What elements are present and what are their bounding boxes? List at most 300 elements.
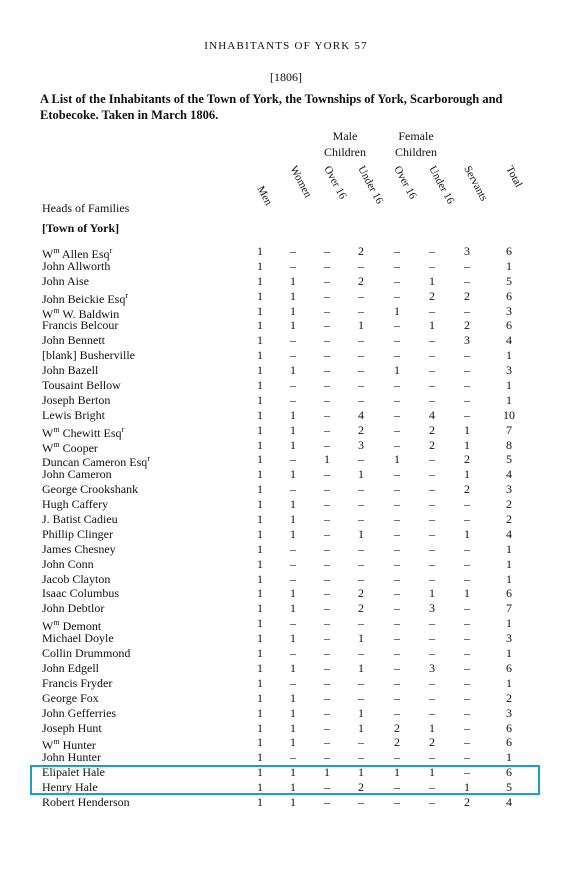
cell-servants: – <box>464 378 470 393</box>
cell-men: 1 <box>257 616 263 631</box>
cell-female-over-16: – <box>394 258 400 273</box>
cell-female-under-16: – <box>429 348 435 363</box>
table-row <box>0 527 572 542</box>
cell-total: 5 <box>506 273 512 288</box>
cell-female-over-16: – <box>394 437 400 452</box>
cell-male-over-16: – <box>324 497 330 512</box>
cell-male-under-16: 2 <box>358 780 364 795</box>
cell-total: 7 <box>506 601 512 616</box>
cell-female-under-16: – <box>429 467 435 482</box>
head-of-family-name: [blank] Busherville <box>42 348 135 363</box>
cell-men: 1 <box>257 303 263 318</box>
cell-men: 1 <box>257 571 263 586</box>
cell-male-under-16: – <box>358 675 364 690</box>
cell-total: 8 <box>506 437 512 452</box>
cell-men: 1 <box>257 258 263 273</box>
cell-male-over-16: – <box>324 705 330 720</box>
cell-male-under-16: 4 <box>358 407 364 422</box>
male-group-sublabel: Children <box>324 145 366 159</box>
cell-total: 3 <box>506 303 512 318</box>
cell-women: – <box>290 541 296 556</box>
cell-servants: – <box>464 690 470 705</box>
cell-total: 1 <box>506 571 512 586</box>
cell-female-under-16: – <box>429 631 435 646</box>
cell-women: 1 <box>290 720 296 735</box>
head-of-family-name: John Cameron <box>42 467 112 482</box>
cell-female-under-16: 3 <box>429 601 435 616</box>
cell-male-over-16: – <box>324 392 330 407</box>
male-children-group <box>305 128 385 160</box>
column-header-female-over-16: Over 16 <box>391 164 419 202</box>
cell-male-under-16: 1 <box>358 705 364 720</box>
cell-women: 1 <box>290 497 296 512</box>
cell-female-over-16: – <box>394 780 400 795</box>
cell-male-under-16: – <box>358 258 364 273</box>
cell-total: 1 <box>506 392 512 407</box>
column-header-male-under-16: Under 16 <box>355 164 386 207</box>
column-header-total: Total <box>503 164 525 190</box>
cell-female-under-16: – <box>429 303 435 318</box>
female-children-group <box>376 128 456 160</box>
cell-male-over-16: – <box>324 288 330 303</box>
cell-male-under-16: 2 <box>358 244 364 258</box>
cell-male-under-16: 1 <box>358 318 364 333</box>
cell-men: 1 <box>257 333 263 348</box>
head-of-family-name: Joseph Hunt <box>42 720 102 735</box>
cell-men: 1 <box>257 556 263 571</box>
table-row <box>0 244 572 259</box>
cell-male-under-16: – <box>358 690 364 705</box>
cell-servants: – <box>464 646 470 661</box>
cell-male-over-16: – <box>324 750 330 765</box>
cell-total: 1 <box>506 348 512 363</box>
cell-total: 2 <box>506 497 512 512</box>
cell-men: 1 <box>257 348 263 363</box>
cell-men: 1 <box>257 452 263 467</box>
female-group-label: Female <box>398 129 434 143</box>
cell-male-under-16: 1 <box>358 526 364 541</box>
cell-servants: – <box>464 363 470 378</box>
cell-female-over-16: – <box>394 541 400 556</box>
head-of-family-name: Francis Fryder <box>42 675 113 690</box>
cell-male-under-16: – <box>358 392 364 407</box>
cell-female-over-16: – <box>394 571 400 586</box>
cell-total: 2 <box>506 512 512 527</box>
cell-male-over-16: – <box>324 735 330 750</box>
cell-female-over-16: – <box>394 750 400 765</box>
cell-women: 1 <box>290 660 296 675</box>
column-header-men: Men <box>254 184 275 208</box>
cell-servants: 3 <box>464 333 470 348</box>
cell-male-over-16: – <box>324 333 330 348</box>
cell-servants: 3 <box>464 244 470 258</box>
cell-female-under-16: 1 <box>429 720 435 735</box>
table-row <box>0 423 572 438</box>
cell-women: – <box>290 452 296 467</box>
cell-men: 1 <box>257 690 263 705</box>
cell-men: 1 <box>257 601 263 616</box>
cell-male-over-16: – <box>324 571 330 586</box>
cell-total: 6 <box>506 765 512 780</box>
head-of-family-name: Michael Doyle <box>42 631 114 646</box>
cell-male-under-16: – <box>358 333 364 348</box>
cell-women: – <box>290 392 296 407</box>
table-row <box>0 572 572 587</box>
cell-male-over-16: – <box>324 675 330 690</box>
table-row <box>0 691 572 706</box>
cell-women: 1 <box>290 705 296 720</box>
table-row <box>0 363 572 378</box>
cell-male-under-16: 1 <box>358 660 364 675</box>
cell-male-over-16: – <box>324 526 330 541</box>
cell-male-under-16: – <box>358 348 364 363</box>
cell-women: – <box>290 258 296 273</box>
cell-servants: 1 <box>464 780 470 795</box>
cell-female-over-16: – <box>394 407 400 422</box>
cell-women: 1 <box>290 631 296 646</box>
cell-total: 1 <box>506 750 512 765</box>
cell-women: 1 <box>290 690 296 705</box>
cell-total: 6 <box>506 288 512 303</box>
cell-servants: – <box>464 303 470 318</box>
cell-male-under-16: – <box>358 497 364 512</box>
cell-total: 10 <box>503 407 515 422</box>
column-header-male-over-16: Over 16 <box>321 164 349 202</box>
cell-servants: – <box>464 407 470 422</box>
cell-total: 3 <box>506 705 512 720</box>
cell-women: 1 <box>290 467 296 482</box>
cell-women: – <box>290 244 296 258</box>
cell-women: – <box>290 675 296 690</box>
cell-male-over-16: – <box>324 303 330 318</box>
cell-total: 5 <box>506 780 512 795</box>
table-row <box>0 795 572 810</box>
cell-female-over-16: – <box>394 467 400 482</box>
cell-women: 1 <box>290 407 296 422</box>
head-of-family-name: Joseph Berton <box>42 392 111 407</box>
cell-total: 2 <box>506 690 512 705</box>
cell-male-under-16: 1 <box>358 720 364 735</box>
cell-female-over-16: – <box>394 690 400 705</box>
table-row <box>0 735 572 753</box>
head-of-family-name: George Crookshank <box>42 482 139 497</box>
cell-men: 1 <box>257 750 263 765</box>
head-of-family-name: Isaac Columbus <box>42 586 119 601</box>
cell-total: 6 <box>506 586 512 601</box>
cell-male-over-16: – <box>324 348 330 363</box>
cell-total: 6 <box>506 660 512 675</box>
cell-total: 1 <box>506 258 512 273</box>
head-of-family-name: $W^m$ Allen Esq$^r$ <box>42 246 113 261</box>
cell-female-over-16: – <box>394 422 400 437</box>
cell-female-over-16: – <box>394 601 400 616</box>
cell-total: 4 <box>506 526 512 541</box>
cell-servants: – <box>464 660 470 675</box>
cell-servants: 1 <box>464 526 470 541</box>
cell-female-over-16: – <box>394 512 400 527</box>
cell-female-over-16: – <box>394 631 400 646</box>
cell-servants: 2 <box>464 288 470 303</box>
cell-male-under-16: – <box>358 541 364 556</box>
head-of-family-name: John Edgell <box>42 660 99 675</box>
table-row <box>0 467 572 482</box>
cell-women: 1 <box>290 318 296 333</box>
cell-female-over-16: 1 <box>394 452 400 467</box>
cell-female-over-16: 1 <box>394 765 400 780</box>
cell-female-under-16: – <box>429 616 435 631</box>
head-of-family-name: Jacob Clayton <box>42 571 111 586</box>
cell-women: – <box>290 556 296 571</box>
cell-women: – <box>290 348 296 363</box>
cell-female-under-16: – <box>429 363 435 378</box>
head-of-family-name: John Conn <box>42 556 94 571</box>
cell-total: 3 <box>506 482 512 497</box>
cell-male-under-16: – <box>358 571 364 586</box>
cell-women: 1 <box>290 273 296 288</box>
table-row <box>0 438 572 453</box>
cell-female-over-16: – <box>394 392 400 407</box>
head-of-family-name: John Hunter <box>42 750 101 765</box>
cell-female-under-16: – <box>429 482 435 497</box>
head-of-family-name: $W^m$ Chewitt Esq$^r$ <box>42 424 125 440</box>
cell-total: 4 <box>506 467 512 482</box>
cell-female-over-16: 1 <box>394 363 400 378</box>
table-row <box>0 452 572 470</box>
cell-women: – <box>290 646 296 661</box>
cell-male-over-16: – <box>324 780 330 795</box>
cell-male-over-16: – <box>324 258 330 273</box>
cell-male-under-16: 3 <box>358 437 364 452</box>
table-row <box>0 259 572 274</box>
cell-total: 1 <box>506 616 512 631</box>
cell-female-over-16: 2 <box>394 735 400 750</box>
cell-servants: – <box>464 571 470 586</box>
cell-female-under-16: – <box>429 541 435 556</box>
cell-female-over-16: – <box>394 333 400 348</box>
cell-female-over-16: – <box>394 794 400 809</box>
table-row <box>0 542 572 557</box>
cell-male-over-16: – <box>324 616 330 631</box>
cell-male-under-16: 1 <box>358 467 364 482</box>
cell-servants: – <box>464 512 470 527</box>
cell-servants: 2 <box>464 452 470 467</box>
cell-female-under-16: – <box>429 378 435 393</box>
cell-male-over-16: – <box>324 541 330 556</box>
cell-servants: 1 <box>464 586 470 601</box>
highlight-box <box>30 765 540 795</box>
cell-women: 1 <box>290 765 296 780</box>
cell-male-over-16: – <box>324 378 330 393</box>
cell-men: 1 <box>257 720 263 735</box>
head-of-family-name: $W^m$ W. Baldwin <box>42 305 120 321</box>
head-of-family-name: James Chesney <box>42 541 116 556</box>
cell-female-over-16: – <box>394 348 400 363</box>
head-of-family-name: Collin Drummond <box>42 646 131 661</box>
cell-servants: – <box>464 750 470 765</box>
cell-male-under-16: 1 <box>358 765 364 780</box>
cell-servants: – <box>464 631 470 646</box>
cell-female-under-16: – <box>429 571 435 586</box>
cell-total: 7 <box>506 422 512 437</box>
cell-male-under-16: 1 <box>358 631 364 646</box>
head-of-family-name: John Beickie Esq$^r$ <box>42 290 128 306</box>
cell-women: – <box>290 333 296 348</box>
cell-female-under-16: 2 <box>429 288 435 303</box>
cell-male-over-16: – <box>324 422 330 437</box>
cell-men: 1 <box>257 586 263 601</box>
cell-male-over-16: – <box>324 244 330 258</box>
cell-total: 6 <box>506 735 512 750</box>
cell-total: 5 <box>506 452 512 467</box>
table-row <box>0 661 572 676</box>
male-group-label: Male <box>332 129 358 143</box>
cell-male-under-16: – <box>358 303 364 318</box>
cell-total: 4 <box>506 333 512 348</box>
cell-male-under-16: – <box>358 735 364 750</box>
table-row <box>0 631 572 646</box>
cell-men: 1 <box>257 378 263 393</box>
cell-men: 1 <box>257 422 263 437</box>
cell-men: 1 <box>257 780 263 795</box>
document-heading: A List of the Inhabitants of the Town of York, the Townships of York, Scarborough and Etobecoke. Taken in March 1806. <box>40 92 503 122</box>
column-header-servants: Servants <box>461 164 490 204</box>
cell-servants: – <box>464 273 470 288</box>
cell-men: 1 <box>257 526 263 541</box>
cell-servants: – <box>464 735 470 750</box>
cell-servants: 1 <box>464 437 470 452</box>
cell-men: 1 <box>257 541 263 556</box>
cell-female-under-16: 1 <box>429 586 435 601</box>
running-head: INHABITANTS OF YORK 57 <box>204 40 368 52</box>
cell-female-under-16: 4 <box>429 407 435 422</box>
cell-male-under-16: 2 <box>358 601 364 616</box>
head-of-family-name: John Bennett <box>42 333 105 348</box>
head-of-family-name: $W^m$ Cooper <box>42 439 98 455</box>
cell-male-under-16: 2 <box>358 422 364 437</box>
table-row <box>0 721 572 736</box>
cell-total: 1 <box>506 556 512 571</box>
cell-male-under-16: – <box>358 750 364 765</box>
table-row <box>0 676 572 691</box>
cell-male-over-16: – <box>324 556 330 571</box>
cell-women: – <box>290 571 296 586</box>
cell-female-under-16: – <box>429 452 435 467</box>
cell-female-over-16: – <box>394 556 400 571</box>
cell-female-under-16: – <box>429 690 435 705</box>
head-of-family-name: J. Batist Cadieu <box>42 512 118 527</box>
cell-servants: – <box>464 765 470 780</box>
cell-female-over-16: – <box>394 482 400 497</box>
cell-male-over-16: – <box>324 690 330 705</box>
year-label: [1806] <box>270 70 302 84</box>
head-of-family-name: John Allworth <box>42 258 111 273</box>
cell-female-over-16: – <box>394 244 400 258</box>
cell-servants: 2 <box>464 318 470 333</box>
cell-female-under-16: – <box>429 705 435 720</box>
heads-of-families-label: Heads of Families <box>42 201 130 215</box>
cell-male-over-16: 1 <box>324 452 330 467</box>
cell-men: 1 <box>257 288 263 303</box>
cell-men: 1 <box>257 512 263 527</box>
cell-female-over-16: – <box>394 526 400 541</box>
cell-male-over-16: 1 <box>324 765 330 780</box>
cell-total: 1 <box>506 675 512 690</box>
cell-male-over-16: – <box>324 273 330 288</box>
cell-men: 1 <box>257 794 263 809</box>
cell-male-under-16: – <box>358 452 364 467</box>
cell-total: 4 <box>506 794 512 809</box>
cell-women: 1 <box>290 601 296 616</box>
cell-female-over-16: – <box>394 318 400 333</box>
cell-male-under-16: – <box>358 646 364 661</box>
cell-women: 1 <box>290 780 296 795</box>
inhabitants-table <box>0 244 572 810</box>
cell-men: 1 <box>257 363 263 378</box>
head-of-family-name: John Aise <box>42 273 90 288</box>
cell-men: 1 <box>257 735 263 750</box>
cell-servants: 1 <box>464 467 470 482</box>
cell-women: 1 <box>290 303 296 318</box>
cell-female-under-16: – <box>429 750 435 765</box>
cell-male-under-16: – <box>358 794 364 809</box>
cell-men: 1 <box>257 631 263 646</box>
cell-female-under-16: 2 <box>429 422 435 437</box>
cell-female-under-16: – <box>429 675 435 690</box>
cell-male-over-16: – <box>324 586 330 601</box>
cell-male-under-16: – <box>358 512 364 527</box>
cell-female-under-16: – <box>429 556 435 571</box>
cell-male-over-16: – <box>324 512 330 527</box>
cell-women: – <box>290 482 296 497</box>
cell-male-over-16: – <box>324 631 330 646</box>
head-of-family-name: $W^m$ Hunter <box>42 737 96 753</box>
head-of-family-name: Phillip Clinger <box>42 526 114 541</box>
cell-female-under-16: – <box>429 392 435 407</box>
table-row <box>0 378 572 393</box>
cell-men: 1 <box>257 318 263 333</box>
cell-female-under-16: 3 <box>429 660 435 675</box>
cell-women: – <box>290 750 296 765</box>
cell-servants: – <box>464 556 470 571</box>
cell-servants: 2 <box>464 794 470 809</box>
cell-female-over-16: – <box>394 646 400 661</box>
cell-servants: – <box>464 348 470 363</box>
cell-male-over-16: – <box>324 318 330 333</box>
cell-servants: – <box>464 601 470 616</box>
cell-male-under-16: – <box>358 482 364 497</box>
cell-male-under-16: – <box>358 616 364 631</box>
cell-female-over-16: – <box>394 660 400 675</box>
cell-servants: – <box>464 616 470 631</box>
cell-female-under-16: – <box>429 646 435 661</box>
table-row <box>0 586 572 601</box>
cell-female-over-16: – <box>394 616 400 631</box>
cell-male-over-16: – <box>324 660 330 675</box>
cell-men: 1 <box>257 660 263 675</box>
cell-servants: 1 <box>464 422 470 437</box>
cell-female-under-16: – <box>429 794 435 809</box>
cell-women: 1 <box>290 526 296 541</box>
cell-men: 1 <box>257 273 263 288</box>
cell-male-under-16: 2 <box>358 273 364 288</box>
cell-male-over-16: – <box>324 601 330 616</box>
table-row <box>0 497 572 512</box>
head-of-family-name: John Gefferries <box>42 705 117 720</box>
cell-male-over-16: – <box>324 467 330 482</box>
head-of-family-name: $W^m$ Demont <box>42 618 102 634</box>
cell-men: 1 <box>257 646 263 661</box>
cell-men: 1 <box>257 467 263 482</box>
